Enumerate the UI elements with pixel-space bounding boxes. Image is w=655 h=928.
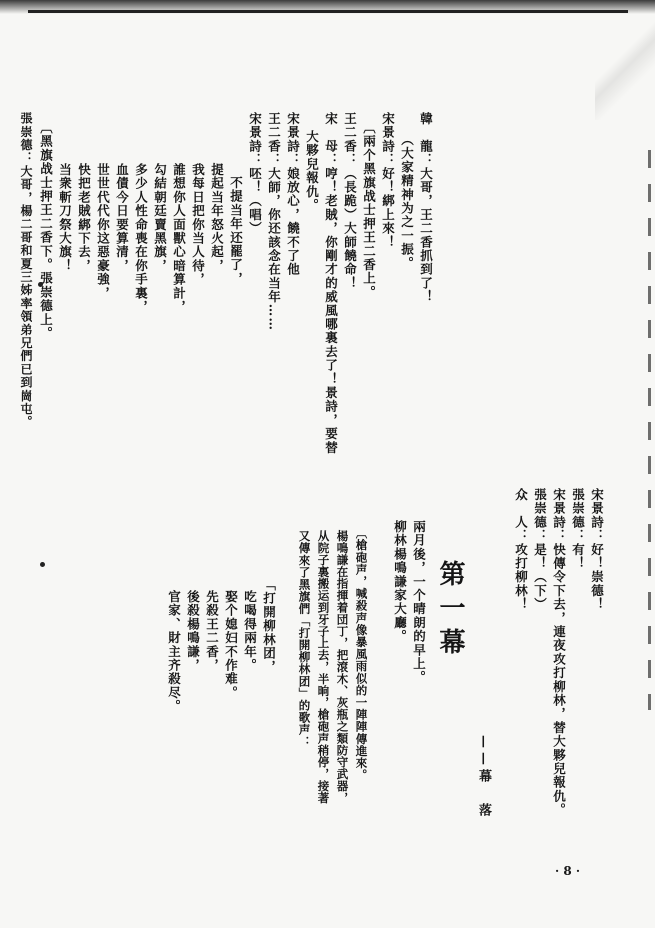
- act-title: 第一幕: [435, 560, 465, 662]
- stage-direction: 又傳來了黑旗們「打開柳林团」的歌声：: [297, 530, 312, 748]
- song-line: 当衆斬刀祭大旗！: [57, 163, 73, 273]
- song-line: 先殺王二香，: [204, 590, 220, 673]
- song-line: 快把老賊綁下去，: [76, 163, 92, 273]
- song-line: 官家、財主齐殺尽。: [166, 590, 182, 714]
- page-number: · 8 ·: [555, 864, 581, 878]
- song-line: 血債今日要算清，: [114, 163, 130, 273]
- stage-direction: 〔兩个黑旗战士押王二香上。: [361, 121, 377, 300]
- song-line: 「打開柳林团，: [261, 578, 277, 674]
- punch-hole-mark: [40, 562, 45, 567]
- stage-direction: 从院子裏搬运到牙子上去，半晌，槍砲声稍停，接著: [316, 530, 331, 804]
- page-top-border: [28, 10, 628, 13]
- stage-direction: 楊鳴謙在指揮着団丁，把滾木、灰瓶之類防守武器，: [335, 530, 350, 804]
- stage-direction: （大家精神为之一振。: [399, 133, 415, 270]
- song-line: 提起当年怒火起，: [209, 163, 225, 273]
- dialogue-line: 宋景詩：好！崇德！: [589, 488, 605, 612]
- page-fold-shadow: [595, 0, 655, 120]
- song-line: 後殺楊鳴謙，: [185, 590, 201, 673]
- dialogue-line: 众 人：攻打柳林！: [513, 488, 529, 612]
- song-line: 我每日把你当人待，: [190, 163, 206, 287]
- dialogue-continuation: 大夥兒報仇。: [304, 130, 320, 213]
- song-line: 勾結朝廷賣黑旗，: [152, 163, 168, 273]
- page-right-edge: [648, 150, 651, 710]
- dialogue-line: 張崇德：有！: [570, 488, 586, 571]
- dialogue-line: 宋景詩：好！綁上來！: [380, 112, 396, 249]
- dialogue-line: 王二香：大師，你还該念在当年……: [266, 112, 282, 332]
- stage-direction: 〔槍砲声，喊殺声像暴風雨似的一陣陣傳進來。: [354, 527, 369, 782]
- dialogue-line: 宋 母：哼！老賊，你剛才的威風哪裏去了！景詩，要替: [323, 112, 339, 455]
- dialogue-line: 王二香：（長跪）大師饒命！: [342, 112, 358, 291]
- dialogue-line: 宋景詩：快傳令下去，連夜攻打柳林，替大夥兒報仇。: [551, 488, 567, 817]
- song-line: 誰想你人面獸心暗算計，: [171, 163, 187, 314]
- song-line: 不提当年还罷了，: [228, 176, 244, 286]
- song-line: 多少人性命喪在你手裏，: [133, 163, 149, 314]
- dialogue-line: 張崇德：是！（下）: [532, 488, 548, 612]
- curtain-fall: ——幕 落: [476, 735, 491, 820]
- dialogue-line: 宋景詩：呸！（唱）: [247, 112, 263, 236]
- dialogue-line: 韓 龍：大哥，王二香抓到了！: [418, 112, 434, 304]
- stage-direction: 〔黑旗战士押王二香下。張崇德上。: [38, 121, 54, 341]
- song-line: 世世代代你这惡豪強，: [95, 163, 111, 300]
- dialogue-line: 宋景詩：娘放心，饒不了他: [285, 112, 301, 277]
- song-line: 吃喝得兩年。: [242, 590, 258, 673]
- scene-time: 兩月後，一个晴朗的早上。: [411, 520, 427, 685]
- song-line: 娶个媳妇不作难。: [223, 590, 239, 700]
- scene-place: 柳林楊鳴謙家大廳。: [392, 520, 408, 644]
- dialogue-line: 張崇德：大哥，楊二哥和夏三姊率領弟兄們已到崗屯。: [19, 112, 33, 429]
